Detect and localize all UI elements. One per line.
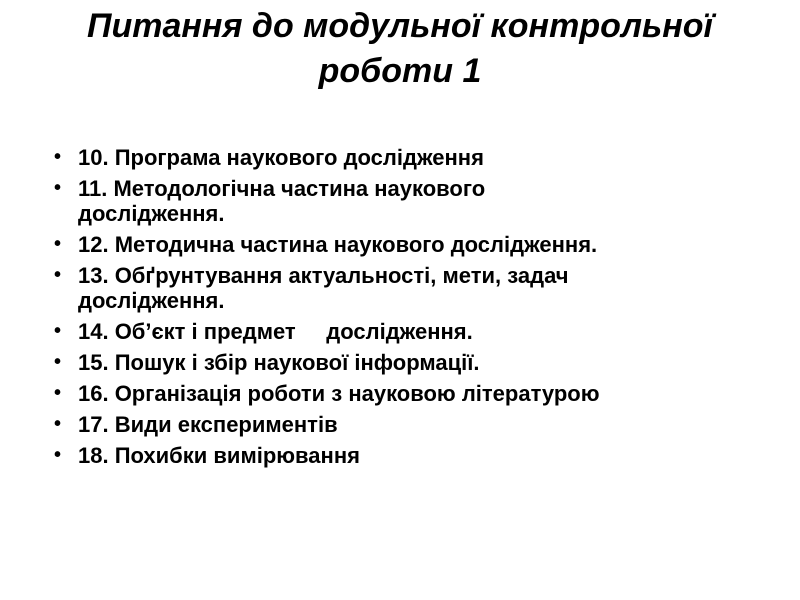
list-item bbox=[54, 412, 754, 437]
bullet-icon: • bbox=[54, 233, 62, 255]
list-item bbox=[54, 176, 754, 226]
slide-title bbox=[40, 4, 760, 94]
list-item-text-continued: дослідження. bbox=[78, 201, 225, 226]
list-item-text-continued: дослідження. bbox=[78, 288, 225, 313]
list-item bbox=[54, 443, 754, 468]
bullet-icon: • bbox=[54, 382, 62, 404]
bullet-icon: • bbox=[54, 177, 62, 199]
bullet-icon: • bbox=[54, 444, 62, 466]
list-item-text: 13. Обґрунтування актуальності, мети, задач bbox=[78, 263, 569, 288]
list-item bbox=[54, 350, 754, 375]
list-item-text: 18. Похибки вимірювання bbox=[78, 443, 360, 468]
list-item-text: 15. Пошук і збір наукової інформації. bbox=[78, 350, 480, 375]
slide-title-line-1: Питання до модульної контрольної bbox=[87, 7, 713, 45]
list-item bbox=[54, 319, 754, 344]
question-list bbox=[54, 145, 754, 474]
bullet-icon: • bbox=[54, 413, 62, 435]
list-item bbox=[54, 145, 754, 170]
list-item-text: 12. Методична частина наукового дослідження. bbox=[78, 232, 598, 257]
list-item-text: 16. Організація роботи з науковою літературою bbox=[78, 381, 600, 406]
bullet-icon: • bbox=[54, 320, 62, 342]
bullet-icon: • bbox=[54, 264, 62, 286]
list-item-text: 17. Види експериментів bbox=[78, 412, 338, 437]
bullet-icon: • bbox=[54, 146, 62, 168]
list-item bbox=[54, 263, 754, 313]
list-item-text: 14. Об’єкт і предмет дослідження. bbox=[78, 319, 473, 344]
list-item bbox=[54, 381, 754, 406]
list-item bbox=[54, 232, 754, 257]
list-item-text: 10. Програма наукового дослідження bbox=[78, 145, 484, 170]
slide-title-line-2: роботи 1 bbox=[318, 52, 482, 90]
bullet-icon: • bbox=[54, 351, 62, 373]
list-item-text: 11. Методологічна частина наукового bbox=[78, 176, 486, 201]
